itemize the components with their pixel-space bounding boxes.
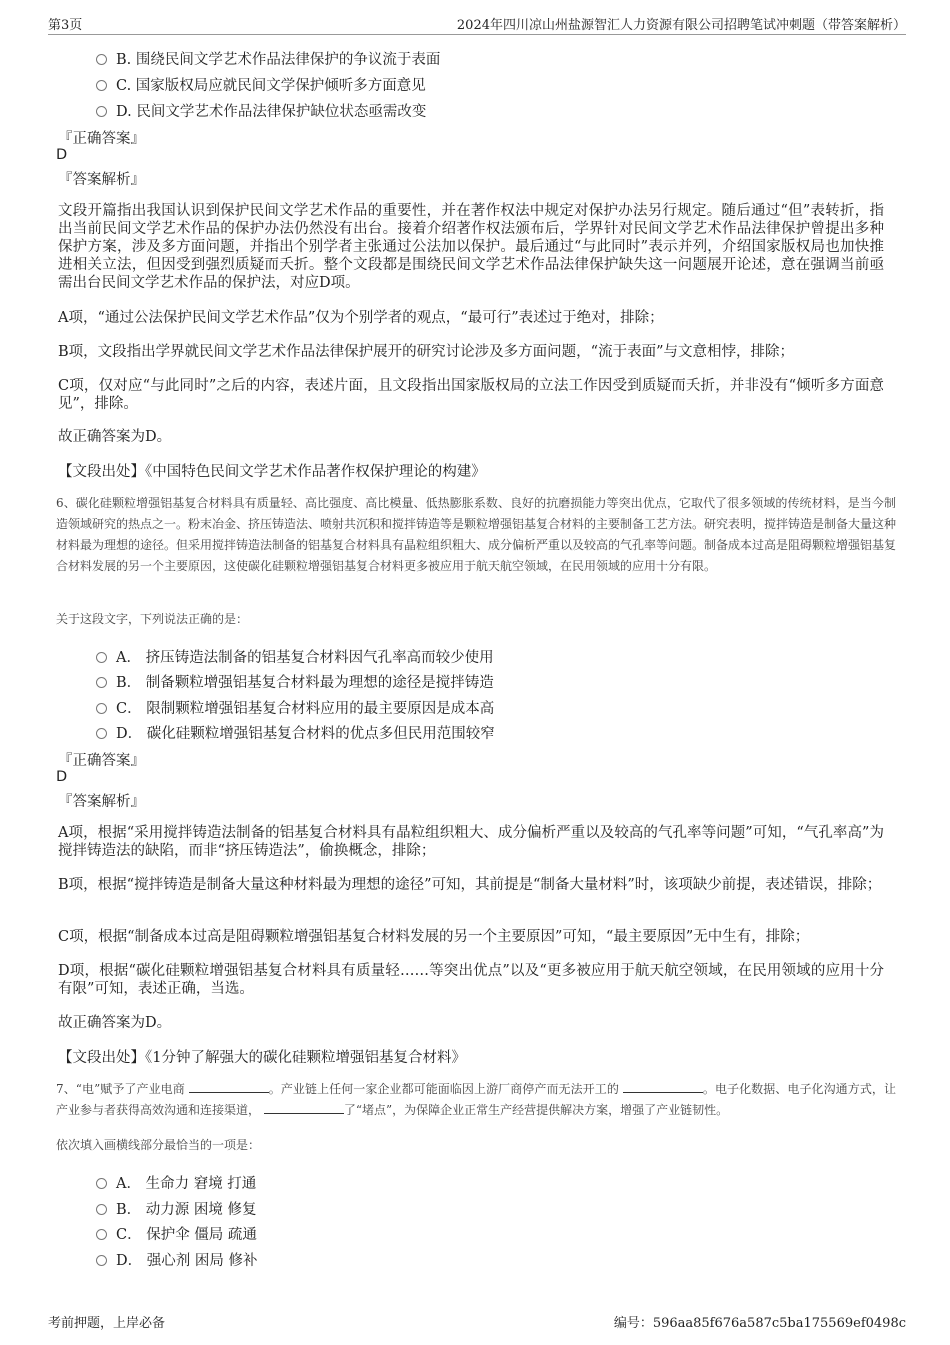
radio-icon[interactable] bbox=[96, 54, 107, 65]
q7-stem: 7、“电”赋予了产业电商 。产业链上任何一家企业都可能面临因上游厂商停产而无法开工的 。电子化数据、电子化沟通方式，让产业参与者获得高效沟通和连接渠道， 了“堵点”，为保障企业正常生产经营提供解决方案，增强了产业链韧性。 bbox=[56, 1082, 896, 1117]
q6-question: 关于这段文字，下列说法正确的是： bbox=[56, 612, 249, 626]
page-header bbox=[48, 12, 906, 35]
q6-analysis-d: D项，根据“碳化硅颗粒增强铝基复合材料具有质量轻……等突出优点”以及“更多被应用于航天航空领域，在民用领域的应用十分有限”可知，表述正确，当选。 bbox=[58, 963, 884, 997]
q5-analysis-a: A项，“通过公法保护民间文学艺术作品”仅为个别学者的观点，“最可行”表述过于绝对，排除； bbox=[58, 310, 664, 326]
radio-icon[interactable] bbox=[96, 1204, 107, 1215]
q5-option-c[interactable]: C. 国家版权局应就民间文学保护倾听多方面意见 bbox=[96, 74, 426, 95]
q6-analysis-b: B项，根据“搅拌铸造是制备大量这种材料最为理想的途径”可知，其前提是“制备大量材料”时，该项缺少前提，表述错误，排除； bbox=[58, 877, 882, 893]
page-number: 第3页 bbox=[48, 18, 83, 33]
q7-option-d[interactable]: D． 强心剂 困局 修补 bbox=[96, 1249, 257, 1270]
q6-answer: D bbox=[56, 769, 68, 785]
radio-icon[interactable] bbox=[96, 1255, 107, 1266]
radio-icon[interactable] bbox=[96, 80, 107, 91]
q5-analysis-b: B项，文段指出学界就民间文学艺术作品法律保护展开的研究讨论涉及多方面问题，“流于表面”与文意相悖，排除； bbox=[58, 344, 794, 360]
radio-icon[interactable] bbox=[96, 728, 107, 739]
q6-stem: 6、碳化硅颗粒增强铝基复合材料具有质量轻、高比强度、高比模量、低热膨胀系数、良好的抗磨损能力等突出优点，它取代了很多领域的传统材料，是当今制造领域研究的热点之一。粉末冶金、挤压铸造法、喷射共沉积和搅拌铸造等是颗粒增强铝基复合材料的主要制备工艺方法。研究表明，搅拌铸造是制备大量这种材料最为理想的途径。但采用搅拌铸造法制备的铝基复合材料具有晶粒组织粗大、成分偏析严重以及较高的气孔率等问题。制备成本过高是阻碍颗粒增强铝基复合材料发展的另一个主要原因，这使碳化硅颗粒增强铝基复合材料更多被应用于航天航空领域，在民用领域的应用十分有限。 bbox=[56, 496, 897, 573]
q6-conclusion: 故正确答案为D。 bbox=[58, 1015, 172, 1031]
q6-option-b[interactable]: B． 制备颗粒增强铝基复合材料最为理想的途径是搅拌铸造 bbox=[96, 671, 494, 692]
q5-option-b[interactable]: B. 围绕民间文学艺术作品法律保护的争议流于表面 bbox=[96, 48, 440, 69]
blank-2 bbox=[623, 1080, 703, 1093]
q6-option-a[interactable]: A． 挤压铸造法制备的铝基复合材料因气孔率高而较少使用 bbox=[96, 646, 494, 667]
q5-conclusion: 故正确答案为D。 bbox=[58, 429, 172, 445]
radio-icon[interactable] bbox=[96, 677, 107, 688]
q6-analysis-label: 『答案解析』 bbox=[58, 794, 145, 810]
q6-option-d[interactable]: D． 碳化硅颗粒增强铝基复合材料的优点多但民用范围较窄 bbox=[96, 722, 495, 743]
q7-question: 依次填入画横线部分最恰当的一项是： bbox=[56, 1138, 261, 1152]
q5-option-d[interactable]: D. 民间文学艺术作品法律保护缺位状态亟需改变 bbox=[96, 100, 426, 121]
q5-source: 【文段出处】《中国特色民间文学艺术作品著作权保护理论的构建》 bbox=[58, 464, 486, 480]
q7-option-c[interactable]: C． 保护伞 僵局 疏通 bbox=[96, 1223, 257, 1244]
radio-icon[interactable] bbox=[96, 703, 107, 714]
footer-slogan: 考前押题，上岸必备 bbox=[48, 1316, 166, 1331]
document-title: 2024年四川凉山州盐源智汇人力资源有限公司招聘笔试冲刺题（带答案解析） bbox=[456, 18, 906, 33]
q7-option-b[interactable]: B． 动力源 困境 修复 bbox=[96, 1198, 256, 1219]
q5-analysis-summary: 文段开篇指出我国认识到保护民间文学艺术作品的重要性，并在著作权法中规定对保护办法另行规定。随后通过“但”表转折，指出当前民间文学艺术作品的保护办法仍然没有出台。接着介绍著作权法颁布后，学界针对民间文学艺术作品法律保护曾提出多种保护方案，涉及多方面问题，并指出个别学者主张通过公法加以保护。最后通过“与此同时”表示并列，介绍国家版权局也加快推进相关立法，但因受到强烈质疑而夭折。整个文段都是围绕民间文学艺术作品法律保护缺失这一问题展开论述，意在强调当前亟需出台民间文学艺术作品的保护法，对应D项。 bbox=[58, 203, 884, 291]
q6-source: 【文段出处】《1分钟了解强大的碳化硅颗粒增强铝基复合材料》 bbox=[58, 1050, 466, 1066]
q6-option-c[interactable]: C． 限制颗粒增强铝基复合材料应用的最主要原因是成本高 bbox=[96, 697, 494, 718]
q6-analysis-a: A项，根据“采用搅拌铸造法制备的铝基复合材料具有晶粒组织粗大、成分偏析严重以及较高的气孔率等问题”可知，“气孔率高”为搅拌铸造法的缺陷，而非“挤压铸造法”，偷换概念，排除； bbox=[58, 825, 884, 859]
footer-code: 编号：596aa85f676a587c5ba175569ef0498c bbox=[613, 1316, 906, 1331]
radio-icon[interactable] bbox=[96, 652, 107, 663]
q6-answer-label: 『正确答案』 bbox=[58, 753, 145, 769]
q5-analysis-label: 『答案解析』 bbox=[58, 172, 145, 188]
q5-analysis-c: C项，仅对应“与此同时”之后的内容，表述片面，且文段指出国家版权局的立法工作因受到质疑而夭折，并非没有“倾听多方面意见”，排除。 bbox=[58, 378, 884, 412]
q7-option-a[interactable]: A． 生命力 窘境 打通 bbox=[96, 1172, 256, 1193]
radio-icon[interactable] bbox=[96, 1229, 107, 1240]
blank-1 bbox=[189, 1080, 269, 1093]
q5-answer: D bbox=[56, 147, 68, 163]
q6-analysis-c: C项，根据“制备成本过高是阻碍颗粒增强铝基复合材料发展的另一个主要原因”可知，“最主要原因”无中生有，排除； bbox=[58, 929, 810, 945]
radio-icon[interactable] bbox=[96, 106, 107, 117]
blank-3 bbox=[264, 1101, 344, 1114]
radio-icon[interactable] bbox=[96, 1178, 107, 1189]
q5-answer-label: 『正确答案』 bbox=[58, 131, 145, 147]
